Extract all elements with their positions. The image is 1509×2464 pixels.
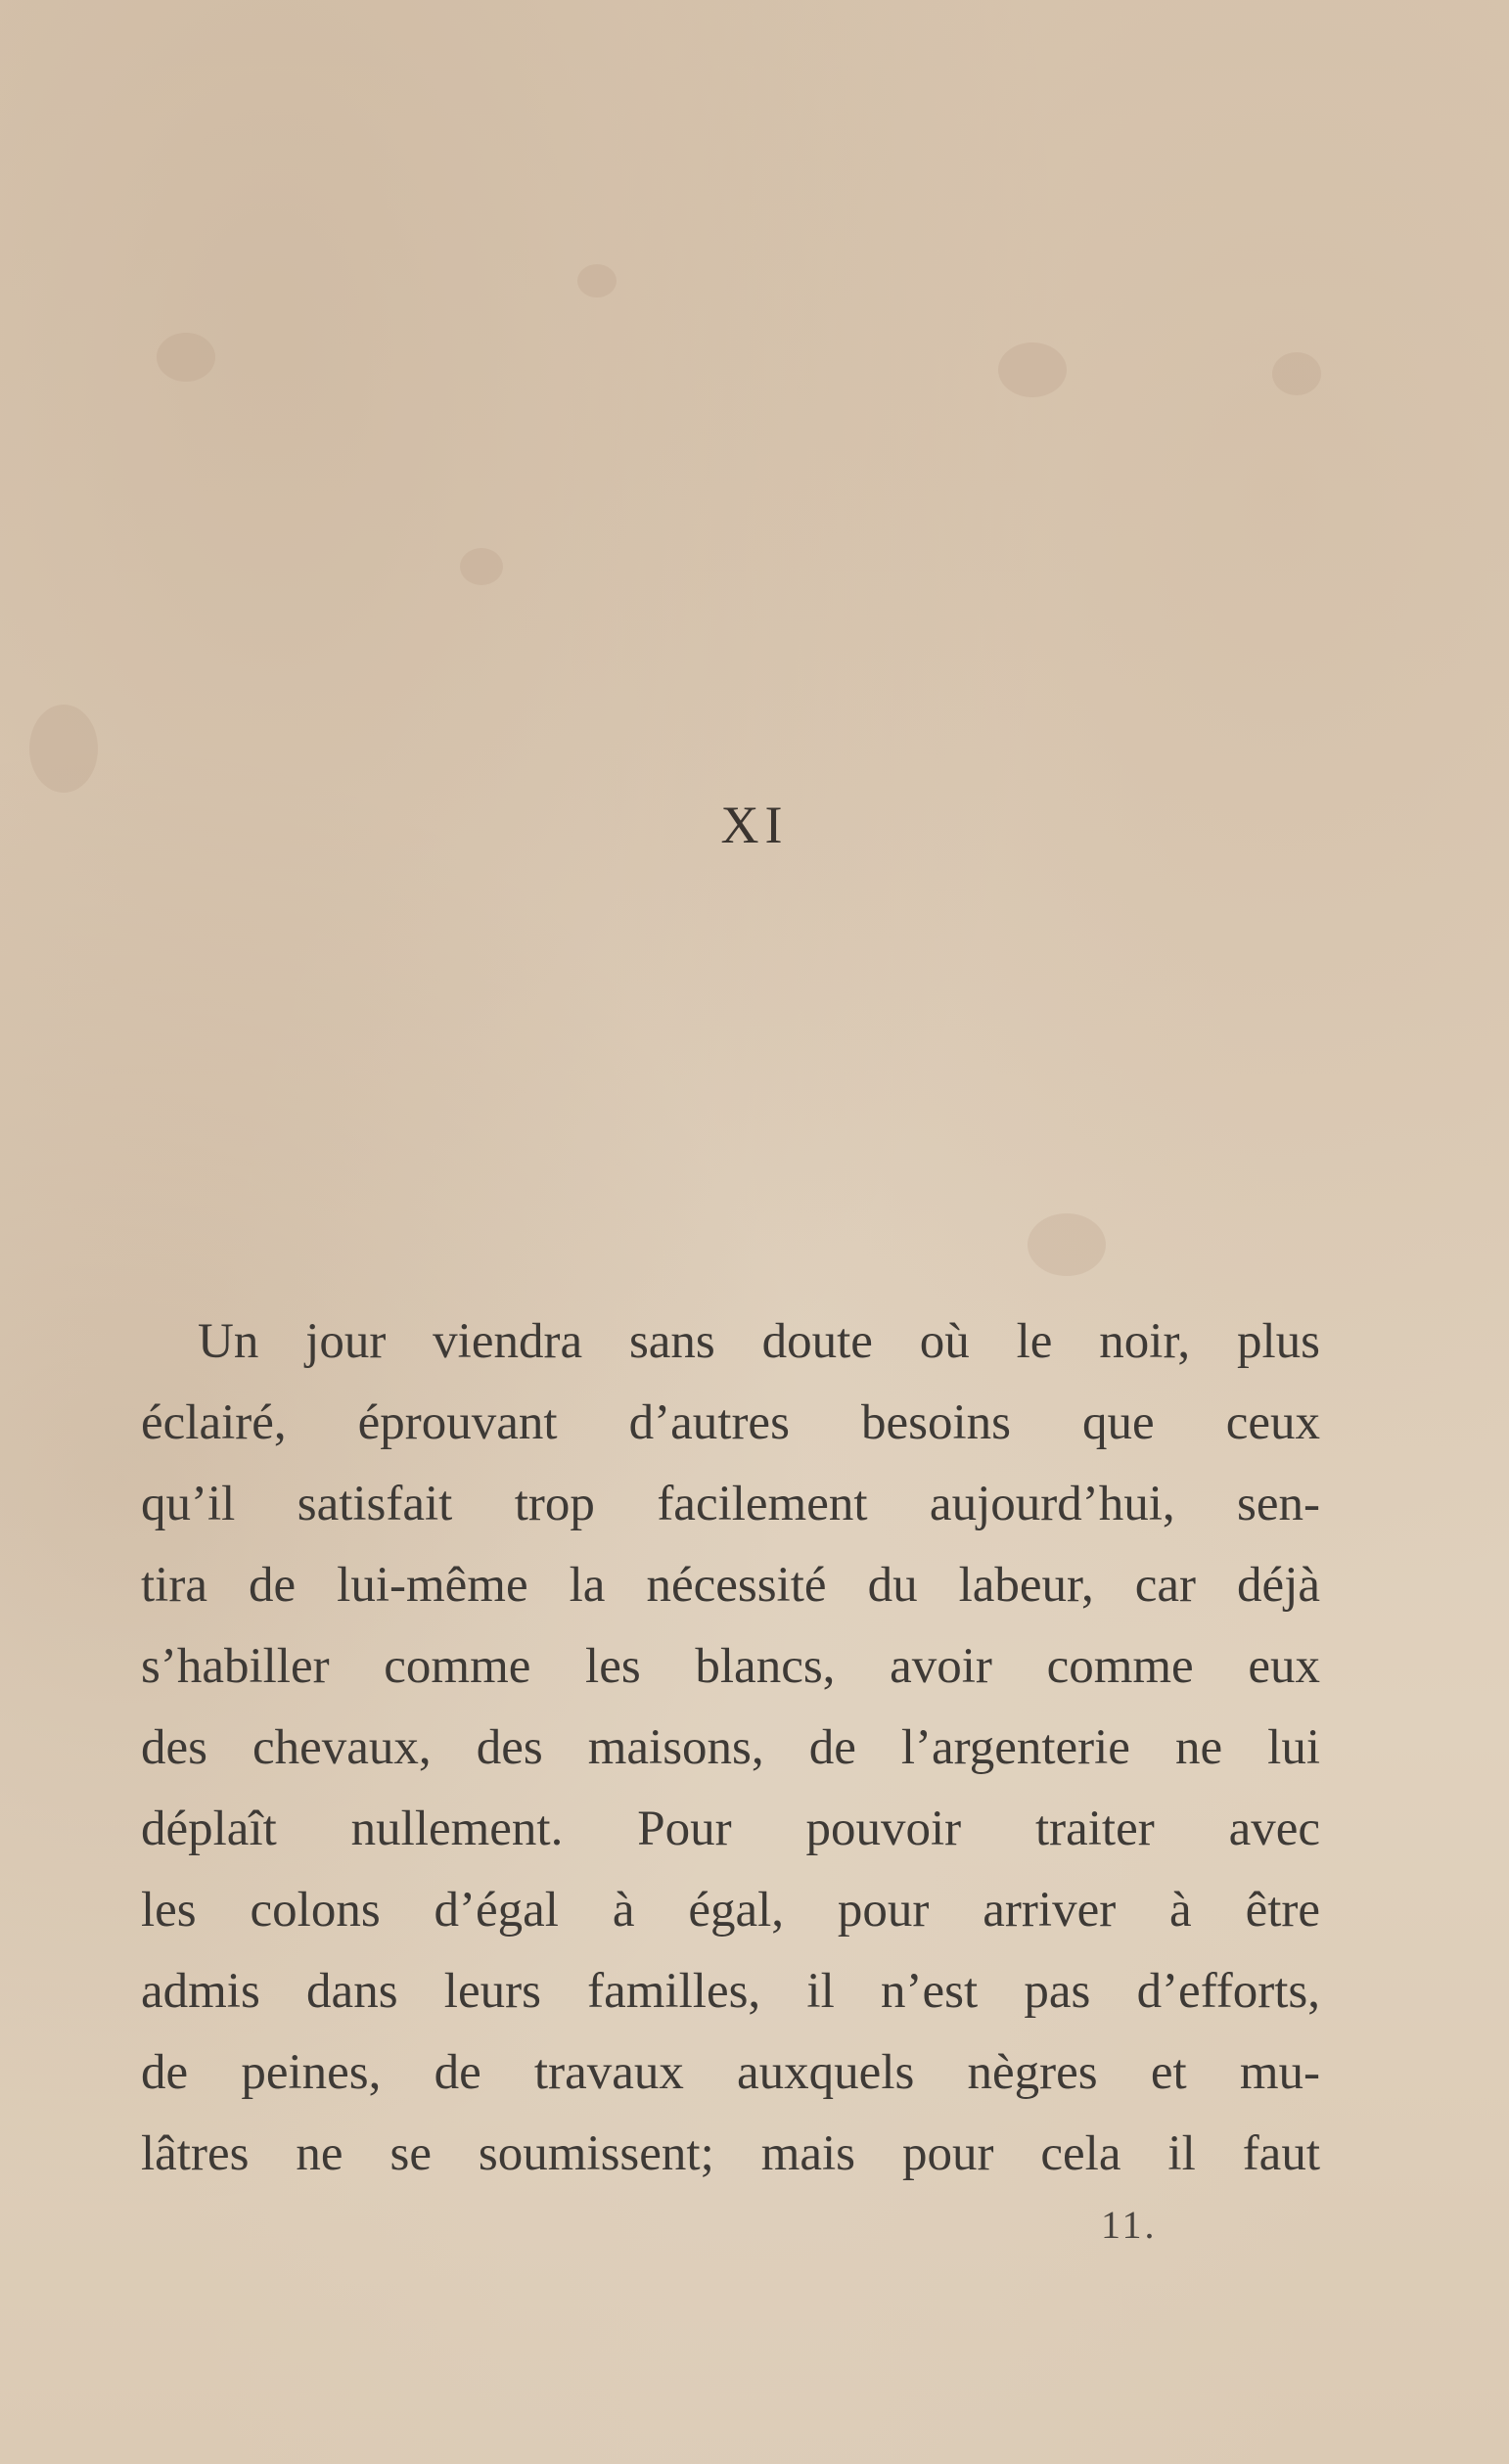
foxing-stain bbox=[1272, 352, 1321, 395]
foxing-stain bbox=[157, 333, 215, 382]
text-line: s’habiller comme les blancs, avoir comme eux bbox=[141, 1639, 1320, 1694]
text-line: les colons d’égal à égal, pour arriver à être bbox=[141, 1883, 1320, 1938]
text-line: lâtres ne se soumissent; mais pour cela il faut bbox=[141, 2126, 1320, 2181]
foxing-stain bbox=[29, 705, 98, 793]
text-line: éclairé, éprouvant d’autres besoins que ceux bbox=[141, 1395, 1320, 1450]
text-line: des chevaux, des maisons, de l’argenterie ne lui bbox=[141, 1720, 1320, 1775]
foxing-stain bbox=[577, 264, 617, 297]
text-line: admis dans leurs familles, il n’est pas d’efforts, bbox=[141, 1964, 1320, 2019]
body-paragraph bbox=[141, 1301, 1320, 2195]
text-line: Un jour viendra sans doute où le noir, plus bbox=[198, 1314, 1320, 1369]
text-line: déplaît nullement. Pour pouvoir traiter avec bbox=[141, 1802, 1320, 1856]
text-line: qu’il satisfait trop facilement aujourd’hui, sen- bbox=[141, 1477, 1320, 1531]
foxing-stain bbox=[1028, 1213, 1106, 1276]
foxing-stain bbox=[998, 342, 1067, 397]
signature-mark: 11. bbox=[1101, 2203, 1158, 2247]
chapter-heading: XI bbox=[720, 796, 789, 854]
text-line: tira de lui-même la nécessité du labeur, car déjà bbox=[141, 1558, 1320, 1613]
foxing-stain bbox=[460, 548, 503, 585]
text-line: de peines, de travaux auxquels nègres et mu- bbox=[141, 2045, 1320, 2100]
